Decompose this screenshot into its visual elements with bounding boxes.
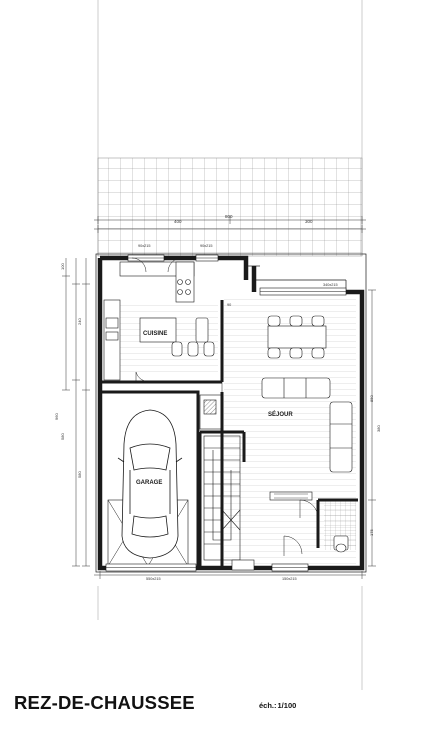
- dim-window-garage-door: 550x215: [146, 577, 161, 581]
- dining-set: [268, 316, 326, 358]
- dim-left-4: 580: [60, 433, 65, 440]
- dim-top-total: 800: [225, 214, 233, 219]
- dim-left-2: 240: [77, 318, 82, 325]
- room-label-garage: GARAGE: [136, 480, 163, 486]
- dim-window-bottom: 150x215: [282, 577, 297, 581]
- dim-left-3: 960: [54, 413, 59, 420]
- dim-right-2: 380: [376, 425, 381, 432]
- room-label-living: SÉJOUR: [268, 412, 293, 418]
- wc-fixtures: [334, 536, 348, 552]
- dim-left-1: 100: [60, 263, 65, 270]
- plan-title: REZ-DE-CHAUSSEE: [14, 692, 195, 713]
- dim-window-1: 90x215: [138, 244, 151, 248]
- terrace-tiles: [98, 158, 362, 256]
- kitchen-island: [140, 318, 176, 342]
- dim-left-5: 580: [77, 471, 82, 478]
- left-dimensions: [62, 258, 90, 566]
- plan-scale: [258, 701, 296, 710]
- scale-value: 1/100: [277, 701, 297, 710]
- coffee-table: [270, 492, 312, 500]
- room-label-kitchen: CUISINE: [143, 331, 168, 337]
- dim-right-1: 850: [369, 395, 374, 402]
- scale-prefix: éch.:: [259, 701, 277, 710]
- dim-window-2: 90x215: [200, 244, 213, 248]
- chimney: [204, 400, 216, 414]
- right-dimensions: [368, 290, 376, 566]
- dim-top-left: 400: [174, 219, 182, 224]
- dim-top-right: 300: [305, 219, 313, 224]
- dim-right-3: 175: [369, 529, 374, 536]
- dim-window-3: 340x215: [323, 283, 338, 287]
- dim-window-kitchen: 90: [227, 303, 232, 307]
